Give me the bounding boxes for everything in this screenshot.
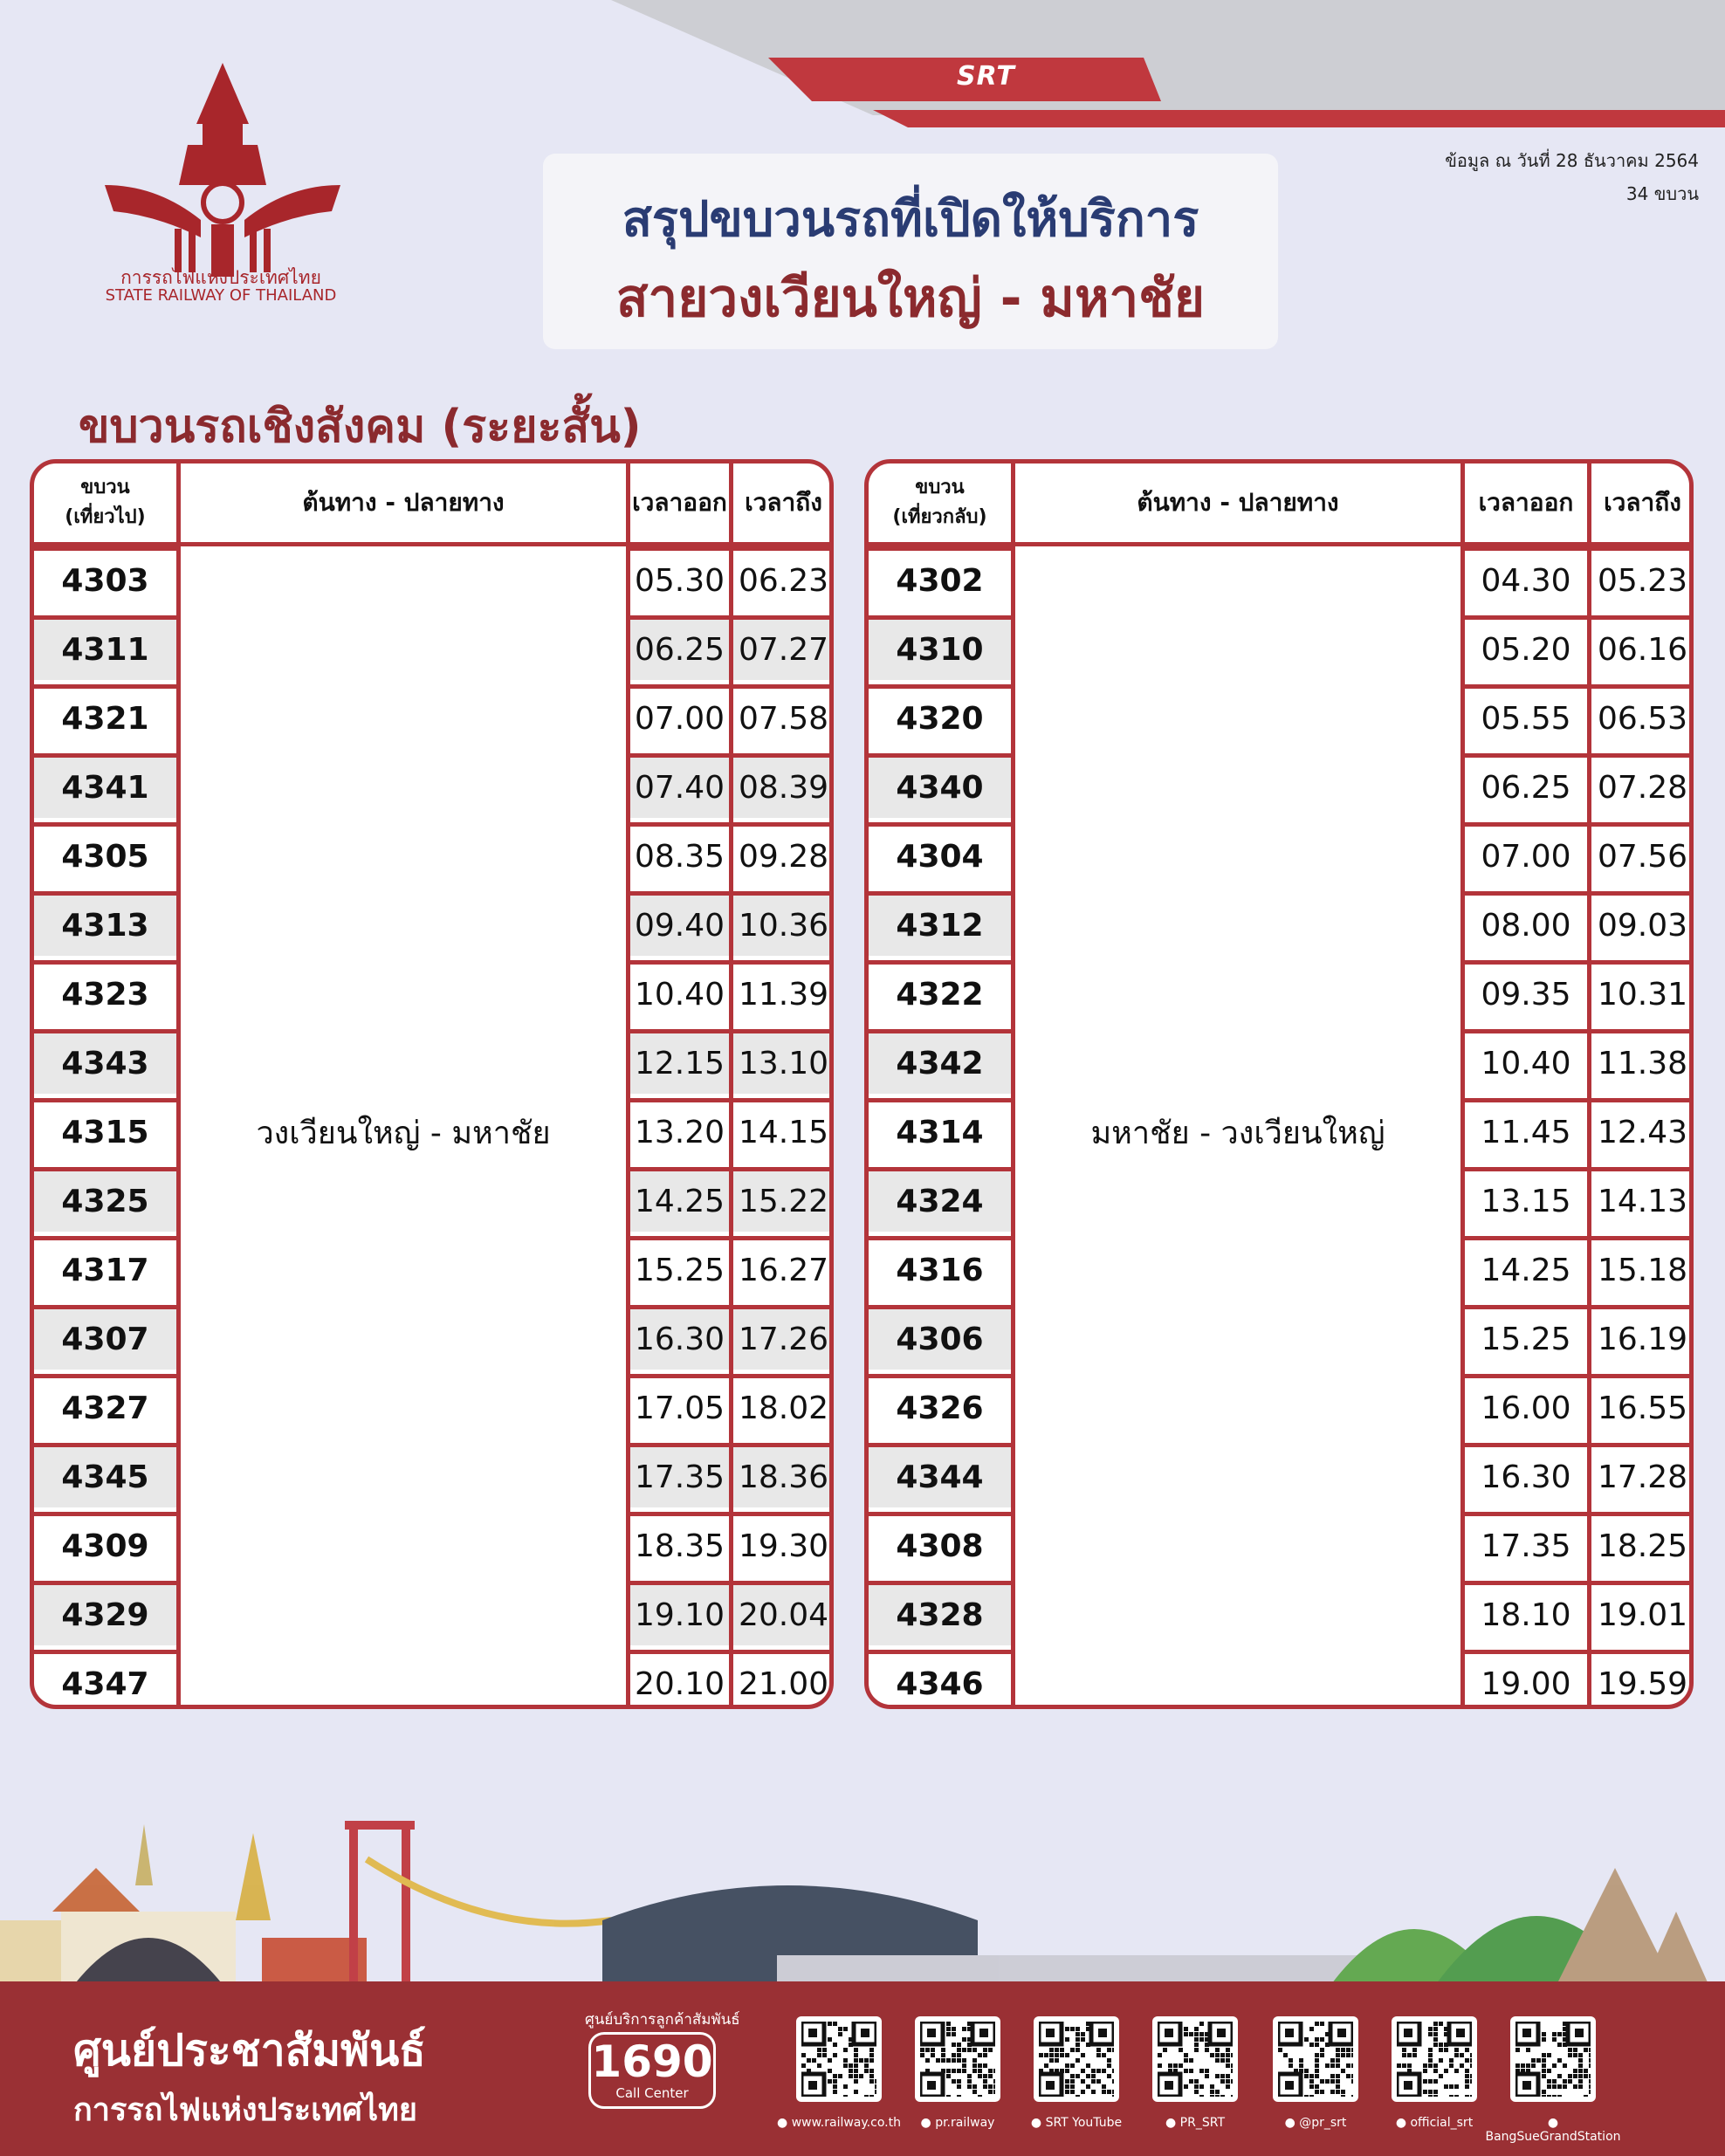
depart-time: 19.00 xyxy=(1481,1666,1571,1702)
row-divider xyxy=(869,1374,1011,1378)
row-divider xyxy=(34,1443,176,1447)
row-divider xyxy=(34,615,176,620)
row-divider xyxy=(34,1305,176,1309)
depart-time: 17.35 xyxy=(1481,1528,1571,1564)
arrive-time: 07.58 xyxy=(738,701,829,737)
arrive-time: 06.53 xyxy=(1597,701,1688,737)
train-number: 4322 xyxy=(896,977,984,1013)
train-number: 4313 xyxy=(61,908,149,944)
qr-label-text: BangSueGrandStation xyxy=(1485,2130,1621,2144)
row-divider xyxy=(1465,1581,1694,1585)
row-divider xyxy=(1465,753,1694,758)
depart-time: 10.40 xyxy=(634,977,725,1013)
arrive-time: 05.23 xyxy=(1597,563,1688,599)
arrive-time: 15.18 xyxy=(1597,1253,1688,1288)
logo-text-thai: การรถไฟแห่งประเทศไทย xyxy=(120,267,321,288)
col-header-route: ต้นทาง - ปลายทาง xyxy=(302,488,505,517)
row-divider xyxy=(34,891,176,896)
qr-pattern-icon xyxy=(1039,2022,1114,2097)
train-number: 4323 xyxy=(61,977,149,1013)
globe-icon: ● xyxy=(777,2116,792,2130)
page-title: สรุปขบวนรถที่เปิดให้บริการ xyxy=(622,191,1199,248)
row-divider xyxy=(34,960,176,965)
row-divider xyxy=(869,1098,1011,1102)
column-divider xyxy=(626,463,630,1705)
row-divider xyxy=(34,546,176,551)
qr-label-text: pr.railway xyxy=(935,2116,995,2130)
train-number: 4327 xyxy=(61,1390,149,1426)
depart-time: 11.45 xyxy=(1481,1115,1571,1150)
row-divider xyxy=(1465,1443,1694,1447)
footer xyxy=(0,1981,1725,2156)
row-divider xyxy=(1465,1236,1694,1240)
callcenter-number: 1690 xyxy=(591,2036,713,2087)
row-divider xyxy=(34,1374,176,1378)
depart-time: 05.30 xyxy=(634,563,725,599)
train-number: 4320 xyxy=(896,701,984,737)
depart-time: 13.15 xyxy=(1481,1184,1571,1219)
arrive-time: 17.26 xyxy=(738,1322,829,1357)
train-number: 4307 xyxy=(61,1322,149,1357)
route-title: สายวงเวียนใหญ่ - มหาชัย xyxy=(615,268,1206,329)
train-number: 4312 xyxy=(896,908,984,944)
qr-pattern-icon xyxy=(801,2022,876,2097)
train-number: 4340 xyxy=(896,770,984,806)
arrive-time: 09.28 xyxy=(738,839,829,875)
train-number: 4347 xyxy=(61,1666,149,1702)
logo-text-english: STATE RAILWAY OF THAILAND xyxy=(105,286,337,305)
depart-time: 09.40 xyxy=(634,908,725,944)
arrive-time: 12.43 xyxy=(1597,1115,1688,1150)
column-divider xyxy=(1587,463,1591,1705)
train-number: 4309 xyxy=(61,1528,149,1564)
arrive-time: 15.22 xyxy=(738,1184,829,1219)
row-divider xyxy=(1465,684,1694,689)
depart-time: 10.40 xyxy=(1481,1046,1571,1081)
tiktok-icon: ● xyxy=(1284,2116,1300,2130)
col-header-arrive: เวลาถึง xyxy=(745,488,822,517)
row-divider xyxy=(869,684,1011,689)
col-header-train-line1: ขบวน xyxy=(915,477,965,498)
qr-code[interactable] xyxy=(1392,2016,1477,2102)
row-divider xyxy=(1465,1374,1694,1378)
arrive-time: 09.03 xyxy=(1597,908,1688,944)
facebook-icon: ● xyxy=(920,2116,936,2130)
depart-time: 20.10 xyxy=(634,1666,725,1702)
col-header-train-line2: (เที่ยวไป) xyxy=(65,506,146,528)
col-header-train xyxy=(34,463,176,542)
depart-time: 16.30 xyxy=(1481,1459,1571,1495)
column-divider xyxy=(729,463,733,1705)
row-divider xyxy=(869,1029,1011,1033)
row-divider xyxy=(34,684,176,689)
row-divider xyxy=(869,1305,1011,1309)
train-number: 4308 xyxy=(896,1528,984,1564)
qr-label-text: www.railway.co.th xyxy=(791,2116,901,2130)
col-header-route: ต้นทาง - ปลายทาง xyxy=(1137,488,1339,517)
arrive-time: 11.38 xyxy=(1597,1046,1688,1081)
footer-subtitle: การรถไฟแห่งประเทศไทย xyxy=(73,2092,417,2128)
depart-time: 07.00 xyxy=(1481,839,1571,875)
qr-code[interactable] xyxy=(915,2016,1000,2102)
arrive-time: 06.16 xyxy=(1597,632,1688,668)
row-divider xyxy=(34,1167,176,1171)
qr-code[interactable] xyxy=(796,2016,882,2102)
depart-time: 13.20 xyxy=(634,1115,725,1150)
col-header-train xyxy=(869,463,1011,542)
col-header-depart: เวลาออก xyxy=(1478,488,1574,517)
youtube-icon: ● xyxy=(1030,2116,1046,2130)
train-number: 4328 xyxy=(896,1597,984,1633)
col-header-train-line2: (เที่ยวกลับ) xyxy=(892,506,987,528)
row-divider xyxy=(869,891,1011,896)
col-header-arrive: เวลาถึง xyxy=(1604,488,1681,517)
row-divider xyxy=(869,753,1011,758)
row-divider xyxy=(1465,1098,1694,1102)
qr-label-text: @pr_srt xyxy=(1299,2116,1347,2130)
train-number: 4317 xyxy=(61,1253,149,1288)
depart-time: 07.00 xyxy=(634,701,725,737)
title-panel xyxy=(543,154,1278,349)
depart-time: 14.25 xyxy=(1481,1253,1571,1288)
row-divider xyxy=(34,822,176,827)
arrive-time: 18.02 xyxy=(738,1390,829,1426)
train-number: 4305 xyxy=(61,839,149,875)
train-number: 4311 xyxy=(61,632,149,668)
row-divider xyxy=(869,1236,1011,1240)
qr-code[interactable] xyxy=(1152,2016,1238,2102)
train-number: 4303 xyxy=(61,563,149,599)
depart-time: 04.30 xyxy=(1481,563,1571,599)
train-number: 4310 xyxy=(896,632,984,668)
depart-time: 17.35 xyxy=(634,1459,725,1495)
arrive-time: 08.39 xyxy=(738,770,829,806)
arrive-time: 07.28 xyxy=(1597,770,1688,806)
train-number: 4304 xyxy=(896,839,984,875)
qr-pattern-icon xyxy=(1278,2022,1353,2097)
train-number: 4346 xyxy=(896,1666,984,1702)
depart-time: 16.30 xyxy=(634,1322,725,1357)
arrive-time: 07.56 xyxy=(1597,839,1688,875)
row-divider xyxy=(1465,615,1694,620)
callcenter-caption: ศูนย์บริการลูกค้าสัมพันธ์ xyxy=(585,2011,740,2029)
data-date: ข้อมูล ณ วันที่ 28 ธันวาคม 2564 xyxy=(1445,150,1699,171)
train-number: 4321 xyxy=(61,701,149,737)
footer-title: ศูนย์ประชาสัมพันธ์ xyxy=(73,2025,426,2076)
facebook-icon: ● xyxy=(1547,2116,1559,2130)
train-number: 4316 xyxy=(896,1253,984,1288)
col-header-train-line1: ขบวน xyxy=(80,477,130,498)
section-title: ขบวนรถเชิงสังคม (ระยะสั้น) xyxy=(79,401,642,453)
arrive-time: 10.31 xyxy=(1597,977,1688,1013)
row-divider xyxy=(869,1443,1011,1447)
instagram-icon: ● xyxy=(1395,2116,1411,2130)
callcenter-badge xyxy=(588,2032,716,2109)
depart-time: 05.55 xyxy=(1481,701,1571,737)
arrive-time: 16.19 xyxy=(1597,1322,1688,1357)
row-divider xyxy=(869,1512,1011,1516)
row-divider xyxy=(34,753,176,758)
depart-time: 15.25 xyxy=(1481,1322,1571,1357)
qr-label-text: official_srt xyxy=(1410,2116,1474,2130)
arrive-time: 19.01 xyxy=(1597,1597,1688,1633)
twitter-icon: ● xyxy=(1165,2116,1180,2130)
depart-time: 19.10 xyxy=(634,1597,725,1633)
train-number: 4325 xyxy=(61,1184,149,1219)
row-divider xyxy=(869,1650,1011,1654)
train-number: 4341 xyxy=(61,770,149,806)
row-divider xyxy=(34,1581,176,1585)
arrive-time: 14.15 xyxy=(738,1115,829,1150)
qr-pattern-icon xyxy=(1397,2022,1472,2097)
qr-label-text: SRT YouTube xyxy=(1045,2116,1123,2130)
row-divider xyxy=(869,1167,1011,1171)
arrive-time: 14.13 xyxy=(1597,1184,1688,1219)
depart-time: 18.35 xyxy=(634,1528,725,1564)
depart-time: 08.35 xyxy=(634,839,725,875)
row-divider xyxy=(1465,1029,1694,1033)
row-divider xyxy=(34,1512,176,1516)
arrive-time: 17.28 xyxy=(1597,1459,1688,1495)
row-divider xyxy=(34,1236,176,1240)
depart-time: 15.25 xyxy=(634,1253,725,1288)
row-divider xyxy=(34,1098,176,1102)
arrive-time: 11.39 xyxy=(738,977,829,1013)
qr-code[interactable] xyxy=(1510,2016,1596,2102)
row-divider xyxy=(1465,960,1694,965)
row-divider xyxy=(1465,822,1694,827)
row-divider xyxy=(869,1581,1011,1585)
arrive-time: 16.27 xyxy=(738,1253,829,1288)
depart-time: 06.25 xyxy=(634,632,725,668)
train-count: 34 ขบวน xyxy=(1625,183,1699,204)
arrive-time: 21.00 xyxy=(738,1666,829,1702)
arrive-time: 20.04 xyxy=(738,1597,829,1633)
row-divider xyxy=(869,960,1011,965)
row-divider xyxy=(1465,1167,1694,1171)
train-number: 4315 xyxy=(61,1115,149,1150)
arrive-time: 10.36 xyxy=(738,908,829,944)
arrive-time: 16.55 xyxy=(1597,1390,1688,1426)
arrive-time: 19.30 xyxy=(738,1528,829,1564)
arrive-time: 07.27 xyxy=(738,632,829,668)
arrive-time: 06.23 xyxy=(738,563,829,599)
row-divider xyxy=(1465,891,1694,896)
qr-pattern-icon xyxy=(1515,2022,1591,2097)
train-number: 4342 xyxy=(896,1046,984,1081)
callcenter-label: Call Center xyxy=(615,2085,689,2101)
row-divider xyxy=(1465,1650,1694,1654)
arrive-time: 19.59 xyxy=(1597,1666,1688,1702)
depart-time: 07.40 xyxy=(634,770,725,806)
train-number: 4343 xyxy=(61,1046,149,1081)
qr-pattern-icon xyxy=(1158,2022,1233,2097)
row-divider xyxy=(1465,1305,1694,1309)
srt-brand: SRT xyxy=(957,61,1015,92)
row-divider xyxy=(869,615,1011,620)
landmarks-illustration xyxy=(0,1816,1725,1990)
train-number: 4345 xyxy=(61,1459,149,1495)
train-number: 4314 xyxy=(896,1115,984,1150)
row-divider xyxy=(1465,1512,1694,1516)
row-divider xyxy=(1465,546,1694,551)
inbound-timetable xyxy=(864,459,1694,1709)
row-divider xyxy=(869,546,1011,551)
column-divider xyxy=(176,463,181,1705)
depart-time: 08.00 xyxy=(1481,908,1571,944)
qr-label-text: PR_SRT xyxy=(1179,2116,1225,2130)
qr-code[interactable] xyxy=(1034,2016,1119,2102)
route-cell: วงเวียนใหญ่ - มหาชัย xyxy=(256,1116,551,1151)
outbound-timetable xyxy=(30,459,834,1709)
depart-time: 17.05 xyxy=(634,1390,725,1426)
route-cell: มหาชัย - วงเวียนใหญ่ xyxy=(1090,1116,1385,1151)
qr-code[interactable] xyxy=(1273,2016,1358,2102)
train-number: 4324 xyxy=(896,1184,984,1219)
row-divider xyxy=(34,1650,176,1654)
arrive-time: 18.25 xyxy=(1597,1528,1688,1564)
depart-time: 18.10 xyxy=(1481,1597,1571,1633)
col-header-depart: เวลาออก xyxy=(632,488,727,517)
arrive-time: 13.10 xyxy=(738,1046,829,1081)
depart-time: 14.25 xyxy=(634,1184,725,1219)
depart-time: 12.15 xyxy=(634,1046,725,1081)
arrive-time: 18.36 xyxy=(738,1459,829,1495)
qr-pattern-icon xyxy=(920,2022,995,2097)
depart-time: 05.20 xyxy=(1481,632,1571,668)
train-number: 4344 xyxy=(896,1459,984,1495)
qr-label[interactable] xyxy=(1479,2116,1627,2144)
train-number: 4326 xyxy=(896,1390,984,1426)
column-divider xyxy=(1011,463,1015,1705)
depart-time: 09.35 xyxy=(1481,977,1571,1013)
row-divider xyxy=(34,1029,176,1033)
depart-time: 16.00 xyxy=(1481,1390,1571,1426)
train-number: 4306 xyxy=(896,1322,984,1357)
column-divider xyxy=(1460,463,1465,1705)
row-divider xyxy=(869,822,1011,827)
depart-time: 06.25 xyxy=(1481,770,1571,806)
train-number: 4329 xyxy=(61,1597,149,1633)
train-number: 4302 xyxy=(896,563,984,599)
